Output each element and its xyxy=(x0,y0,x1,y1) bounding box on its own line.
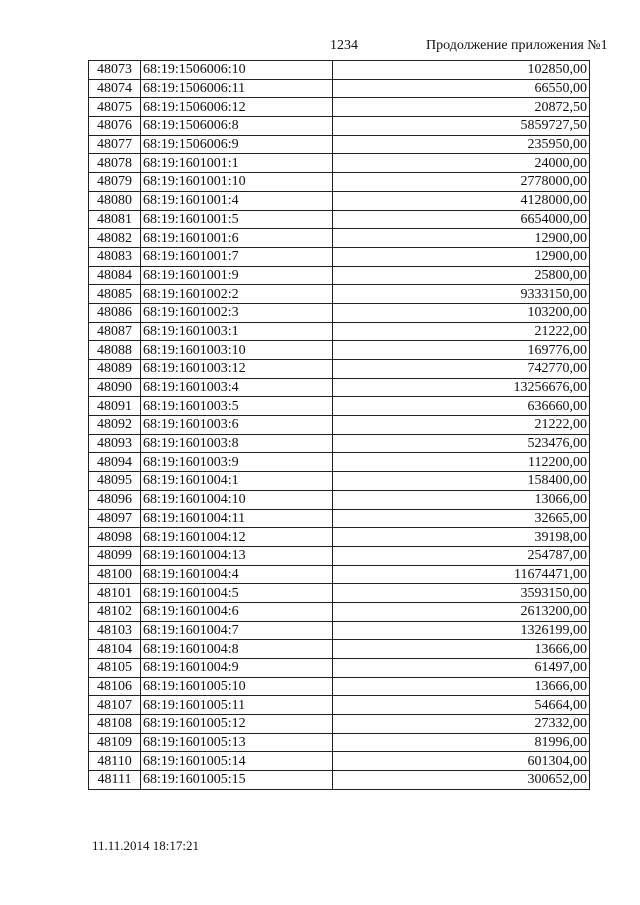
cadastral-number-cell: 68:19:1601001:7 xyxy=(141,247,333,266)
row-number-cell: 48108 xyxy=(89,715,141,734)
table-row xyxy=(89,696,590,715)
cadastral-number-cell: 68:19:1601004:4 xyxy=(141,565,333,584)
cadastral-value-cell: 1326199,00 xyxy=(333,621,590,640)
row-number-cell: 48087 xyxy=(89,322,141,341)
row-number-cell: 48085 xyxy=(89,285,141,304)
cadastral-value-cell: 39198,00 xyxy=(333,528,590,547)
cadastral-value-cell: 11674471,00 xyxy=(333,565,590,584)
cadastral-number-cell: 68:19:1601004:13 xyxy=(141,546,333,565)
table-row xyxy=(89,173,590,192)
cadastral-value-cell: 66550,00 xyxy=(333,79,590,98)
cadastral-value-cell: 5859727,50 xyxy=(333,117,590,136)
row-number-cell: 48091 xyxy=(89,397,141,416)
table-row xyxy=(89,117,590,136)
cadastral-number-cell: 68:19:1601001:9 xyxy=(141,266,333,285)
cadastral-value-cell: 601304,00 xyxy=(333,752,590,771)
table-row xyxy=(89,640,590,659)
cadastral-value-cell: 636660,00 xyxy=(333,397,590,416)
cadastral-number-cell: 68:19:1601003:4 xyxy=(141,378,333,397)
table-row xyxy=(89,584,590,603)
row-number-cell: 48076 xyxy=(89,117,141,136)
cadastral-number-cell: 68:19:1601001:10 xyxy=(141,173,333,192)
cadastral-value-cell: 12900,00 xyxy=(333,247,590,266)
row-number-cell: 48090 xyxy=(89,378,141,397)
cadastral-number-cell: 68:19:1601004:12 xyxy=(141,528,333,547)
table-row xyxy=(89,677,590,696)
table-row xyxy=(89,621,590,640)
row-number-cell: 48096 xyxy=(89,490,141,509)
table-row xyxy=(89,98,590,117)
cadastral-value-table xyxy=(88,60,590,790)
row-number-cell: 48103 xyxy=(89,621,141,640)
appendix-continuation-note: Продолжение приложения №1 xyxy=(426,38,608,53)
row-number-cell: 48093 xyxy=(89,434,141,453)
row-number-cell: 48111 xyxy=(89,771,141,790)
table-row xyxy=(89,659,590,678)
cadastral-value-cell: 102850,00 xyxy=(333,61,590,80)
cadastral-number-cell: 68:19:1601005:10 xyxy=(141,677,333,696)
cadastral-number-cell: 68:19:1601003:1 xyxy=(141,322,333,341)
table-row xyxy=(89,135,590,154)
cadastral-number-cell: 68:19:1601003:8 xyxy=(141,434,333,453)
row-number-cell: 48081 xyxy=(89,210,141,229)
cadastral-number-cell: 68:19:1601001:5 xyxy=(141,210,333,229)
cadastral-number-cell: 68:19:1506006:9 xyxy=(141,135,333,154)
cadastral-number-cell: 68:19:1601003:9 xyxy=(141,453,333,472)
row-number-cell: 48105 xyxy=(89,659,141,678)
table-row xyxy=(89,285,590,304)
cadastral-number-cell: 68:19:1601004:10 xyxy=(141,490,333,509)
cadastral-value-cell: 4128000,00 xyxy=(333,191,590,210)
row-number-cell: 48098 xyxy=(89,528,141,547)
table-row xyxy=(89,266,590,285)
table-row xyxy=(89,546,590,565)
cadastral-number-cell: 68:19:1601004:5 xyxy=(141,584,333,603)
row-number-cell: 48101 xyxy=(89,584,141,603)
row-number-cell: 48095 xyxy=(89,472,141,491)
cadastral-value-cell: 112200,00 xyxy=(333,453,590,472)
cadastral-value-cell: 235950,00 xyxy=(333,135,590,154)
row-number-cell: 48077 xyxy=(89,135,141,154)
row-number-cell: 48075 xyxy=(89,98,141,117)
cadastral-number-cell: 68:19:1601003:10 xyxy=(141,341,333,360)
cadastral-value-cell: 523476,00 xyxy=(333,434,590,453)
row-number-cell: 48074 xyxy=(89,79,141,98)
table-row xyxy=(89,715,590,734)
row-number-cell: 48078 xyxy=(89,154,141,173)
cadastral-number-cell: 68:19:1601004:7 xyxy=(141,621,333,640)
cadastral-value-cell: 27332,00 xyxy=(333,715,590,734)
cadastral-value-cell: 21222,00 xyxy=(333,416,590,435)
cadastral-value-cell: 13666,00 xyxy=(333,640,590,659)
row-number-cell: 48088 xyxy=(89,341,141,360)
table-row xyxy=(89,472,590,491)
row-number-cell: 48097 xyxy=(89,509,141,528)
cadastral-number-cell: 68:19:1506006:12 xyxy=(141,98,333,117)
row-number-cell: 48086 xyxy=(89,303,141,322)
row-number-cell: 48083 xyxy=(89,247,141,266)
cadastral-value-cell: 32665,00 xyxy=(333,509,590,528)
cadastral-value-cell: 6654000,00 xyxy=(333,210,590,229)
cadastral-value-cell: 103200,00 xyxy=(333,303,590,322)
table-row xyxy=(89,154,590,173)
table-body xyxy=(89,61,590,790)
table-row xyxy=(89,210,590,229)
table-row xyxy=(89,247,590,266)
row-number-cell: 48102 xyxy=(89,602,141,621)
cadastral-value-cell: 20872,50 xyxy=(333,98,590,117)
cadastral-number-cell: 68:19:1601001:6 xyxy=(141,229,333,248)
table-row xyxy=(89,79,590,98)
cadastral-number-cell: 68:19:1506006:11 xyxy=(141,79,333,98)
cadastral-number-cell: 68:19:1601004:11 xyxy=(141,509,333,528)
table-row xyxy=(89,752,590,771)
cadastral-number-cell: 68:19:1601004:6 xyxy=(141,602,333,621)
cadastral-number-cell: 68:19:1601004:1 xyxy=(141,472,333,491)
cadastral-number-cell: 68:19:1601004:8 xyxy=(141,640,333,659)
page-number: 1234 xyxy=(330,38,358,53)
print-timestamp: 11.11.2014 18:17:21 xyxy=(92,838,200,853)
cadastral-value-cell: 3593150,00 xyxy=(333,584,590,603)
row-number-cell: 48084 xyxy=(89,266,141,285)
cadastral-value-cell: 61497,00 xyxy=(333,659,590,678)
cadastral-number-cell: 68:19:1601004:9 xyxy=(141,659,333,678)
row-number-cell: 48094 xyxy=(89,453,141,472)
row-number-cell: 48110 xyxy=(89,752,141,771)
row-number-cell: 48099 xyxy=(89,546,141,565)
cadastral-number-cell: 68:19:1601005:14 xyxy=(141,752,333,771)
row-number-cell: 48106 xyxy=(89,677,141,696)
table-row xyxy=(89,434,590,453)
row-number-cell: 48107 xyxy=(89,696,141,715)
table-row xyxy=(89,509,590,528)
row-number-cell: 48104 xyxy=(89,640,141,659)
cadastral-value-cell: 24000,00 xyxy=(333,154,590,173)
cadastral-value-cell: 13666,00 xyxy=(333,677,590,696)
table-row xyxy=(89,360,590,379)
table-row xyxy=(89,61,590,80)
cadastral-number-cell: 68:19:1601001:4 xyxy=(141,191,333,210)
cadastral-value-cell: 13066,00 xyxy=(333,490,590,509)
cadastral-value-cell: 12900,00 xyxy=(333,229,590,248)
cadastral-value-cell: 9333150,00 xyxy=(333,285,590,304)
cadastral-value-cell: 158400,00 xyxy=(333,472,590,491)
cadastral-value-cell: 169776,00 xyxy=(333,341,590,360)
cadastral-value-cell: 254787,00 xyxy=(333,546,590,565)
cadastral-number-cell: 68:19:1601005:15 xyxy=(141,771,333,790)
cadastral-number-cell: 68:19:1601002:3 xyxy=(141,303,333,322)
table-row xyxy=(89,397,590,416)
table-row xyxy=(89,322,590,341)
row-number-cell: 48079 xyxy=(89,173,141,192)
cadastral-number-cell: 68:19:1601002:2 xyxy=(141,285,333,304)
cadastral-number-cell: 68:19:1601003:5 xyxy=(141,397,333,416)
row-number-cell: 48080 xyxy=(89,191,141,210)
table-row xyxy=(89,490,590,509)
cadastral-number-cell: 68:19:1601005:11 xyxy=(141,696,333,715)
table-row xyxy=(89,565,590,584)
row-number-cell: 48100 xyxy=(89,565,141,584)
table-row xyxy=(89,341,590,360)
cadastral-value-cell: 54664,00 xyxy=(333,696,590,715)
row-number-cell: 48073 xyxy=(89,61,141,80)
cadastral-value-cell: 25800,00 xyxy=(333,266,590,285)
table-row xyxy=(89,453,590,472)
table-row xyxy=(89,416,590,435)
cadastral-number-cell: 68:19:1601003:6 xyxy=(141,416,333,435)
row-number-cell: 48082 xyxy=(89,229,141,248)
cadastral-value-cell: 21222,00 xyxy=(333,322,590,341)
table-row xyxy=(89,229,590,248)
row-number-cell: 48092 xyxy=(89,416,141,435)
cadastral-number-cell: 68:19:1506006:10 xyxy=(141,61,333,80)
cadastral-value-cell: 300652,00 xyxy=(333,771,590,790)
cadastral-value-cell: 13256676,00 xyxy=(333,378,590,397)
cadastral-value-cell: 2778000,00 xyxy=(333,173,590,192)
table-row xyxy=(89,303,590,322)
cadastral-value-cell: 742770,00 xyxy=(333,360,590,379)
cadastral-number-cell: 68:19:1506006:8 xyxy=(141,117,333,136)
cadastral-value-cell: 81996,00 xyxy=(333,733,590,752)
table-row xyxy=(89,602,590,621)
table-row xyxy=(89,771,590,790)
table-row xyxy=(89,378,590,397)
cadastral-number-cell: 68:19:1601003:12 xyxy=(141,360,333,379)
row-number-cell: 48109 xyxy=(89,733,141,752)
row-number-cell: 48089 xyxy=(89,360,141,379)
cadastral-number-cell: 68:19:1601005:12 xyxy=(141,715,333,734)
table-row xyxy=(89,528,590,547)
cadastral-number-cell: 68:19:1601005:13 xyxy=(141,733,333,752)
cadastral-number-cell: 68:19:1601001:1 xyxy=(141,154,333,173)
cadastral-value-cell: 2613200,00 xyxy=(333,602,590,621)
table-row xyxy=(89,733,590,752)
table-row xyxy=(89,191,590,210)
